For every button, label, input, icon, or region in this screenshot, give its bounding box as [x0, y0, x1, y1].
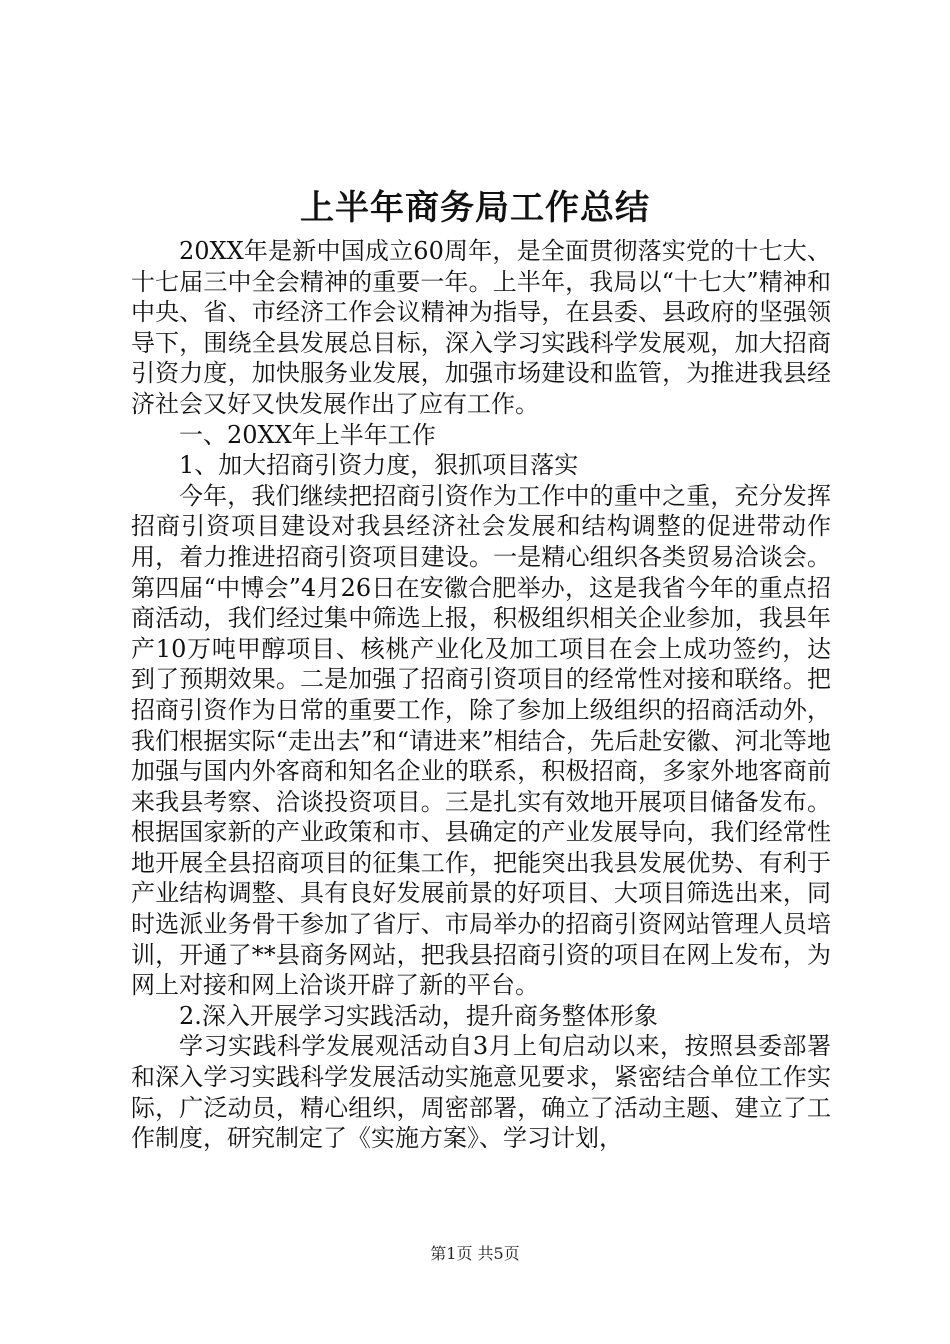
paragraph-investment: 今年，我们继续把招商引资作为工作中的重中之重，充分发挥招商引资项目建设对我县经济社会发展和结构调整的促进带动作用，着力推进招商引资项目建设。一是精心组织各类贸易洽谈会。第四届“中博会”4月26日在安徽合肥举办，这是我省今年的重点招商活动，我们经过集中筛选上报，积极组织相关企业参加，我县年产10万吨甲醇项目、核桃产业化及加工项目在会上成功签约，达到了预期效果。二是加强了招商引资项目的经常性对接和联络。把招商引资作为日常的重要工作，除了参加上级组织的招商活动外，我们根据实际“走出去”和“请进来”相结合，先后赴安徽、河北等地加强与国内外客商和知名企业的联系，积极招商，多家外地客商前来我县考察、洽谈投资项目。三是扎实有效地开展项目储备发布。根据国家新的产业政策和市、县确定的产业发展导向，我们经常性地开展全县招商项目的征集工作，把能突出我县发展优势、有利于产业结构调整、具有良好发展前景的好项目、大项目筛选出来，同时选派业务骨干参加了省厅、市局举办的招商引资网站管理人员培训，开通了**县商务网站，把我县招商引资的项目在网上发布，为网上对接和网上洽谈开辟了新的平台。 — [131, 481, 831, 1000]
subsection-heading-2: 2.深入开展学习实践活动，提升商务整体形象 — [179, 1001, 658, 1030]
paragraph-intro: 20XX年是新中国成立60周年，是全面贯彻落实党的十七大、十七届三中全会精神的重要一年。上半年，我局以“十七大”精神和中央、省、市经济工作会议精神为指导，在县委、县政府的坚强领导下，围绕全县发展总目标，深入学习实践科学发展观，加大招商引资力度，加快服务业发展，加强市场建设和监管，为推进我县经济社会又好又快发展作出了应有工作。 — [131, 237, 831, 418]
paragraph-study-practice: 学习实践科学发展观活动自3月上旬启动以来，按照县委部署和深入学习实践科学发展活动实施意见要求，紧密结合单位工作实际，广泛动员，精心组织，周密部署，确立了活动主题、建立了工作制度，研究制定了《实施方案》、学习计划， — [131, 1032, 831, 1153]
page-number-footer: 第1页 共5页 — [430, 1244, 520, 1263]
section-heading-1: 一、20XX年上半年工作 — [179, 420, 436, 449]
document-title: 上半年商务局工作总结 — [300, 188, 650, 228]
document-body — [131, 236, 831, 1154]
subsection-heading-1: 1、加大招商引资力度，狠抓项目落实 — [179, 451, 579, 480]
